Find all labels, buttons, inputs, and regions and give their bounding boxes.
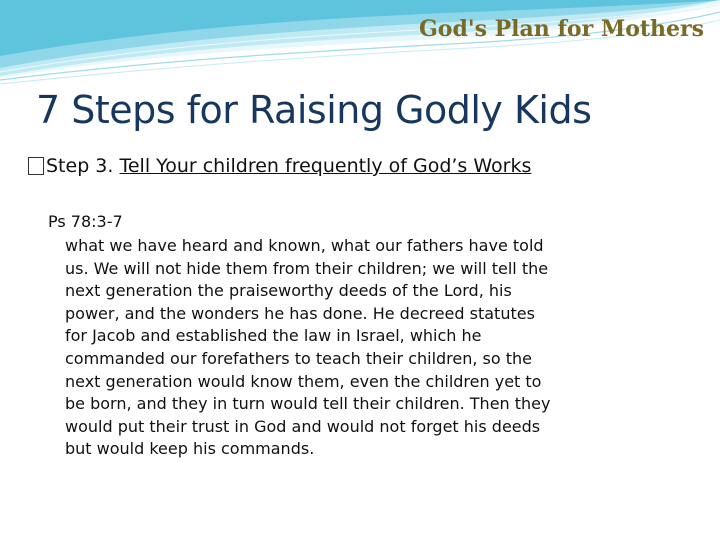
passage-line: but would keep his commands. bbox=[65, 439, 315, 459]
passage-line: us. We will not hide them from their children; we will tell the bbox=[65, 258, 549, 278]
header-wave-decoration bbox=[0, 0, 720, 90]
passage-line: what we have heard and known, what our fathers have told bbox=[65, 236, 544, 255]
passage-line: next generation the praiseworthy deeds of the Lord, his bbox=[65, 281, 512, 301]
passage-line: power, and the wonders he has done. He decreed statutes bbox=[65, 303, 535, 323]
step-heading: Tell Your children frequently of God’s Works bbox=[119, 155, 532, 177]
passage-line: for Jacob and established the law in Israel, which he bbox=[65, 326, 482, 346]
scripture-reference: Ps 78:3-7 bbox=[48, 212, 123, 231]
series-title: God's Plan for Mothers bbox=[419, 16, 704, 42]
step-label: Step 3. bbox=[46, 155, 120, 177]
missing-glyph-bullet-icon bbox=[28, 157, 44, 175]
scripture-passage bbox=[65, 235, 695, 461]
passage-line: be born, and they in turn would tell their children. Then they bbox=[65, 394, 551, 414]
passage-line: would put their trust in God and would not forget his deeds bbox=[65, 416, 541, 436]
passage-line: commanded our forefathers to teach their children, so the bbox=[65, 348, 533, 368]
slide-title: 7 Steps for Raising Godly Kids bbox=[36, 88, 592, 132]
passage-line: next generation would know them, even the children yet to bbox=[65, 371, 542, 391]
wave-graphic bbox=[0, 0, 720, 90]
step-bullet bbox=[28, 155, 708, 177]
